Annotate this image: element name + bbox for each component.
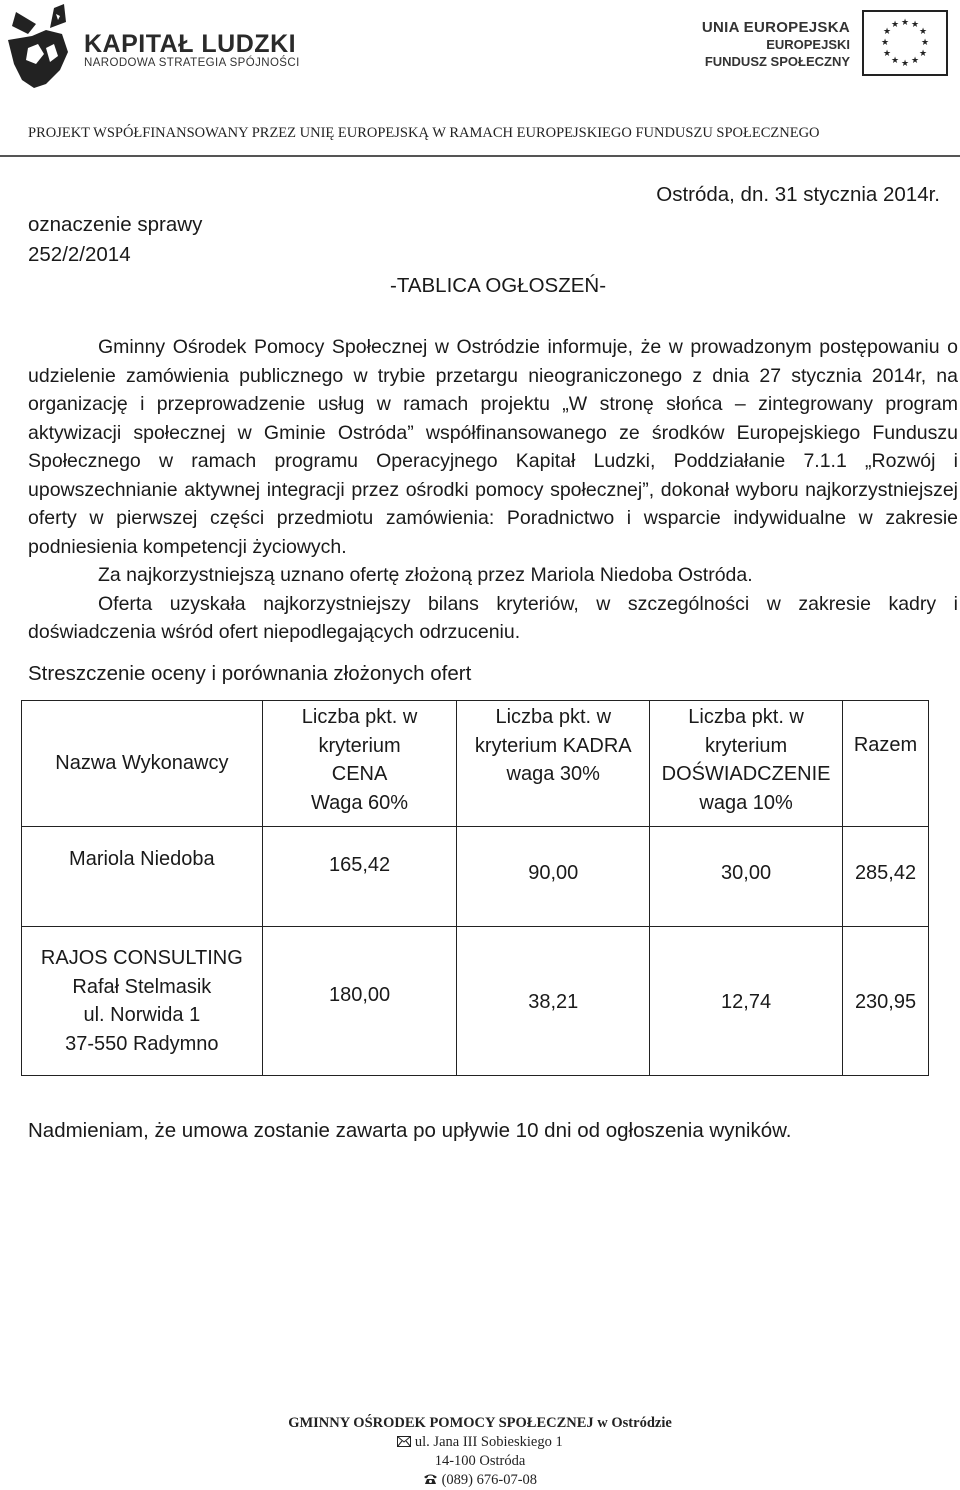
eu-flag-icon xyxy=(862,10,948,76)
svg-text:★: ★ xyxy=(920,38,930,48)
header-divider xyxy=(0,155,960,157)
eu-logo-line1: UNIA EUROPEJSKA xyxy=(701,19,850,36)
document-date: Ostróda, dn. 31 stycznia 2014r. xyxy=(656,183,940,206)
table-row xyxy=(22,927,929,1076)
contractor-name-cell: RAJOS CONSULTING Rafał Stelmasik ul. Norwida 1 37-550 Radymno xyxy=(22,927,263,1076)
footer-street: ul. Jana III Sobieskiego 1 xyxy=(414,1434,563,1450)
summary-title: Streszczenie oceny i porównania złożonych ofert xyxy=(28,662,472,685)
contract-note: Nadmieniam, że umowa zostanie zawarta po upływie 10 dni od ogłoszenia wyników. xyxy=(28,1119,792,1142)
envelope-icon xyxy=(397,1436,411,1447)
footer-phone-line xyxy=(0,1471,960,1490)
footer-phone: (089) 676-07-08 xyxy=(441,1472,538,1488)
table-row xyxy=(22,827,929,927)
price-score-cell: 165,42 xyxy=(262,827,457,927)
svg-text:★: ★ xyxy=(910,56,920,66)
svg-text:★: ★ xyxy=(918,27,928,37)
svg-text:★: ★ xyxy=(880,38,890,48)
footer-organization: GMINNY OŚRODEK POMOCY SPOŁECZNEJ w Ostródzie xyxy=(288,1415,672,1431)
case-label: oznaczenie sprawy xyxy=(28,213,203,236)
kapital-ludzki-emblem-icon xyxy=(6,4,76,90)
svg-text:★: ★ xyxy=(918,49,928,59)
svg-text:★: ★ xyxy=(890,20,900,30)
telephone-icon xyxy=(423,1473,438,1485)
table-header-row xyxy=(22,701,929,827)
offers-comparison-table xyxy=(21,700,929,1076)
header-criterion-price: Liczba pkt. w kryterium CENA Waga 60% xyxy=(262,701,457,827)
announcement-paragraph: Gminny Ośrodek Pomocy Społecznej w Ostródzie informuje, że w prowadzonym postępowaniu o udzielenie zamówienia publicznego w trybie przetargu nieograniczonego z dnia 27 stycznia 2014r, na organizację i przeprowadzenie usług w ramach projektu „W stronę słońca – zintegrowany program aktywizacji społecznej w Gminie Ostróda” współfinansowanego ze środków Europejskiego Funduszu Społecznego w ramach programu Operacyjnego Kapitał Ludzki, Poddziałanie 7.1.1 „Rozwój i upowszechnianie aktywnej integracji przez ośrodki pomocy społecznej”, dokonał wyboru najkorzystniejszej oferty w pierwszej części przedmiotu zamówienia: Poradnictwo i wsparcie indywidualne w zakresie podniesienia kompetencji życiowych. xyxy=(28,336,958,558)
project-cofinancing-line: PROJEKT WSPÓŁFINANSOWANY PRZEZ UNIĘ EUROPEJSKĄ W RAMACH EUROPEJSKIEGO FUNDUSZU SPOŁECZNEGO xyxy=(28,125,820,141)
footer xyxy=(0,1414,960,1490)
svg-text:★: ★ xyxy=(890,56,900,66)
footer-city: 14-100 Ostróda xyxy=(434,1453,526,1469)
experience-score-cell: 30,00 xyxy=(650,827,843,927)
svg-text:★: ★ xyxy=(882,49,892,59)
price-score-cell: 180,00 xyxy=(262,927,457,1076)
staff-score-cell: 38,21 xyxy=(457,927,650,1076)
header-criterion-staff: Liczba pkt. w kryterium KADRA waga 30% xyxy=(457,701,650,827)
svg-text:★: ★ xyxy=(900,59,910,69)
eu-logo-text xyxy=(702,19,850,70)
svg-text:★: ★ xyxy=(900,18,910,28)
kapital-ludzki-title: KAPITAŁ LUDZKI xyxy=(84,30,297,58)
experience-score-cell: 12,74 xyxy=(650,927,843,1076)
svg-text:★: ★ xyxy=(910,20,920,30)
eu-logo-line3: FUNDUSZ SPOŁECZNY xyxy=(704,54,850,69)
kapital-ludzki-subtitle: NARODOWA STRATEGIA SPÓJNOŚCI xyxy=(84,57,300,69)
total-score-cell: 230,95 xyxy=(843,927,929,1076)
header-criterion-experience: Liczba pkt. w kryterium DOŚWIADCZENIE waga 10% xyxy=(650,701,843,827)
header-total: Razem xyxy=(843,701,929,827)
total-score-cell: 285,42 xyxy=(843,827,929,927)
winner-paragraph: Za najkorzystniejszą uznano ofertę złożoną przez Mariola Niedoba Ostróda. xyxy=(98,564,753,586)
header-contractor-name: Nazwa Wykonawcy xyxy=(22,701,263,827)
eu-logo-line2: EUROPEJSKI xyxy=(766,37,850,52)
svg-text:★: ★ xyxy=(882,27,892,37)
footer-address xyxy=(0,1433,960,1452)
contractor-name-cell: Mariola Niedoba xyxy=(22,827,263,927)
case-number: 252/2/2014 xyxy=(28,243,131,266)
staff-score-cell: 90,00 xyxy=(457,827,650,927)
announcement-body xyxy=(28,333,958,647)
notice-board-title: -TABLICA OGŁOSZEŃ- xyxy=(390,274,607,297)
justification-paragraph: Oferta uzyskała najkorzystniejszy bilans kryteriów, w szczególności w zakresie kadry i doświadczenia wśród ofert niepodlegających odrzuceniu. xyxy=(28,592,958,643)
